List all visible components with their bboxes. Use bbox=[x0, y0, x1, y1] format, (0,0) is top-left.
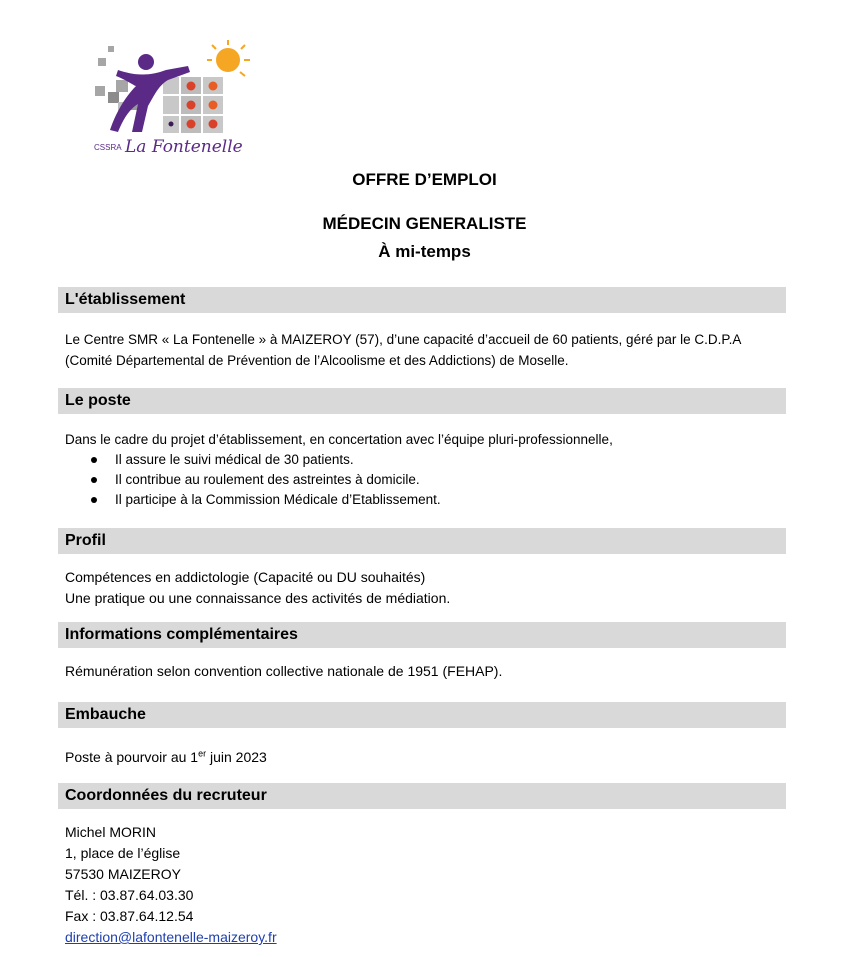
profil-line2: Une pratique ou une connaissance des activités de médiation. bbox=[65, 590, 451, 606]
embauche-text-start: Poste à pourvoir au 1 bbox=[65, 749, 199, 765]
profil-text bbox=[65, 567, 795, 609]
embauche-text-end: juin 2023 bbox=[206, 749, 267, 765]
recruiter-name: Michel MORIN bbox=[65, 824, 157, 840]
list-item: Il assure le suivi médical de 30 patients. bbox=[65, 450, 795, 470]
list-item: Il contribue au roulement des astreintes à domicile. bbox=[65, 470, 795, 490]
embauche-text bbox=[65, 747, 795, 768]
etablissement-text bbox=[65, 329, 795, 371]
list-item: Il participe à la Commission Médicale d’Etablissement. bbox=[65, 490, 795, 510]
recruiter-phone: Tél. : 03.87.64.03.30 bbox=[65, 887, 194, 903]
section-heading-profil: Profil bbox=[58, 528, 786, 554]
recruiter-email-link[interactable]: direction@lafontenelle-maizeroy.fr bbox=[65, 929, 277, 945]
section-heading-infos: Informations complémentaires bbox=[58, 622, 786, 648]
job-title: MÉDECIN GENERALISTE bbox=[322, 214, 527, 233]
profil-line1: Compétences en addictologie (Capacité ou DU souhaités) bbox=[65, 569, 426, 585]
recruiter-address-line2: 57530 MAIZEROY bbox=[65, 866, 181, 882]
etablissement-line1: Le Centre SMR « La Fontenelle » à MAIZEROY (57), d’une capacité d’accueil de 60 patients, géré par le C.D.P.A bbox=[65, 332, 742, 347]
page-title: OFFRE D’EMPLOI bbox=[352, 170, 497, 189]
logo-prefix: CSSRA bbox=[94, 143, 122, 152]
coordonnees-block bbox=[65, 822, 795, 948]
section-heading-coordonnees: Coordonnées du recruteur bbox=[58, 783, 786, 809]
infos-line1: Rémunération selon convention collective nationale de 1951 (FEHAP). bbox=[65, 663, 503, 679]
poste-bullet-list bbox=[65, 450, 795, 510]
la-fontenelle-logo bbox=[88, 36, 260, 158]
section-heading-poste: Le poste bbox=[58, 388, 786, 414]
recruiter-address-line1: 1, place de l’église bbox=[65, 845, 181, 861]
etablissement-line2: (Comité Départemental de Prévention de l’Alcoolisme et des Addictions) de Moselle. bbox=[65, 353, 569, 368]
poste-intro: Dans le cadre du projet d’établissement, en concertation avec l’équipe pluri-professionnelle, bbox=[65, 432, 613, 447]
poste-text bbox=[65, 430, 795, 510]
recruiter-fax: Fax : 03.87.64.12.54 bbox=[65, 908, 194, 924]
embauche-superscript: er bbox=[198, 748, 207, 759]
section-heading-embauche: Embauche bbox=[58, 702, 786, 728]
logo-name: La Fontenelle bbox=[125, 137, 243, 157]
job-subtitle: À mi-temps bbox=[378, 242, 471, 261]
infos-text bbox=[65, 661, 795, 682]
section-heading-etablissement: L'établissement bbox=[58, 287, 786, 313]
logo-sun bbox=[207, 40, 250, 76]
